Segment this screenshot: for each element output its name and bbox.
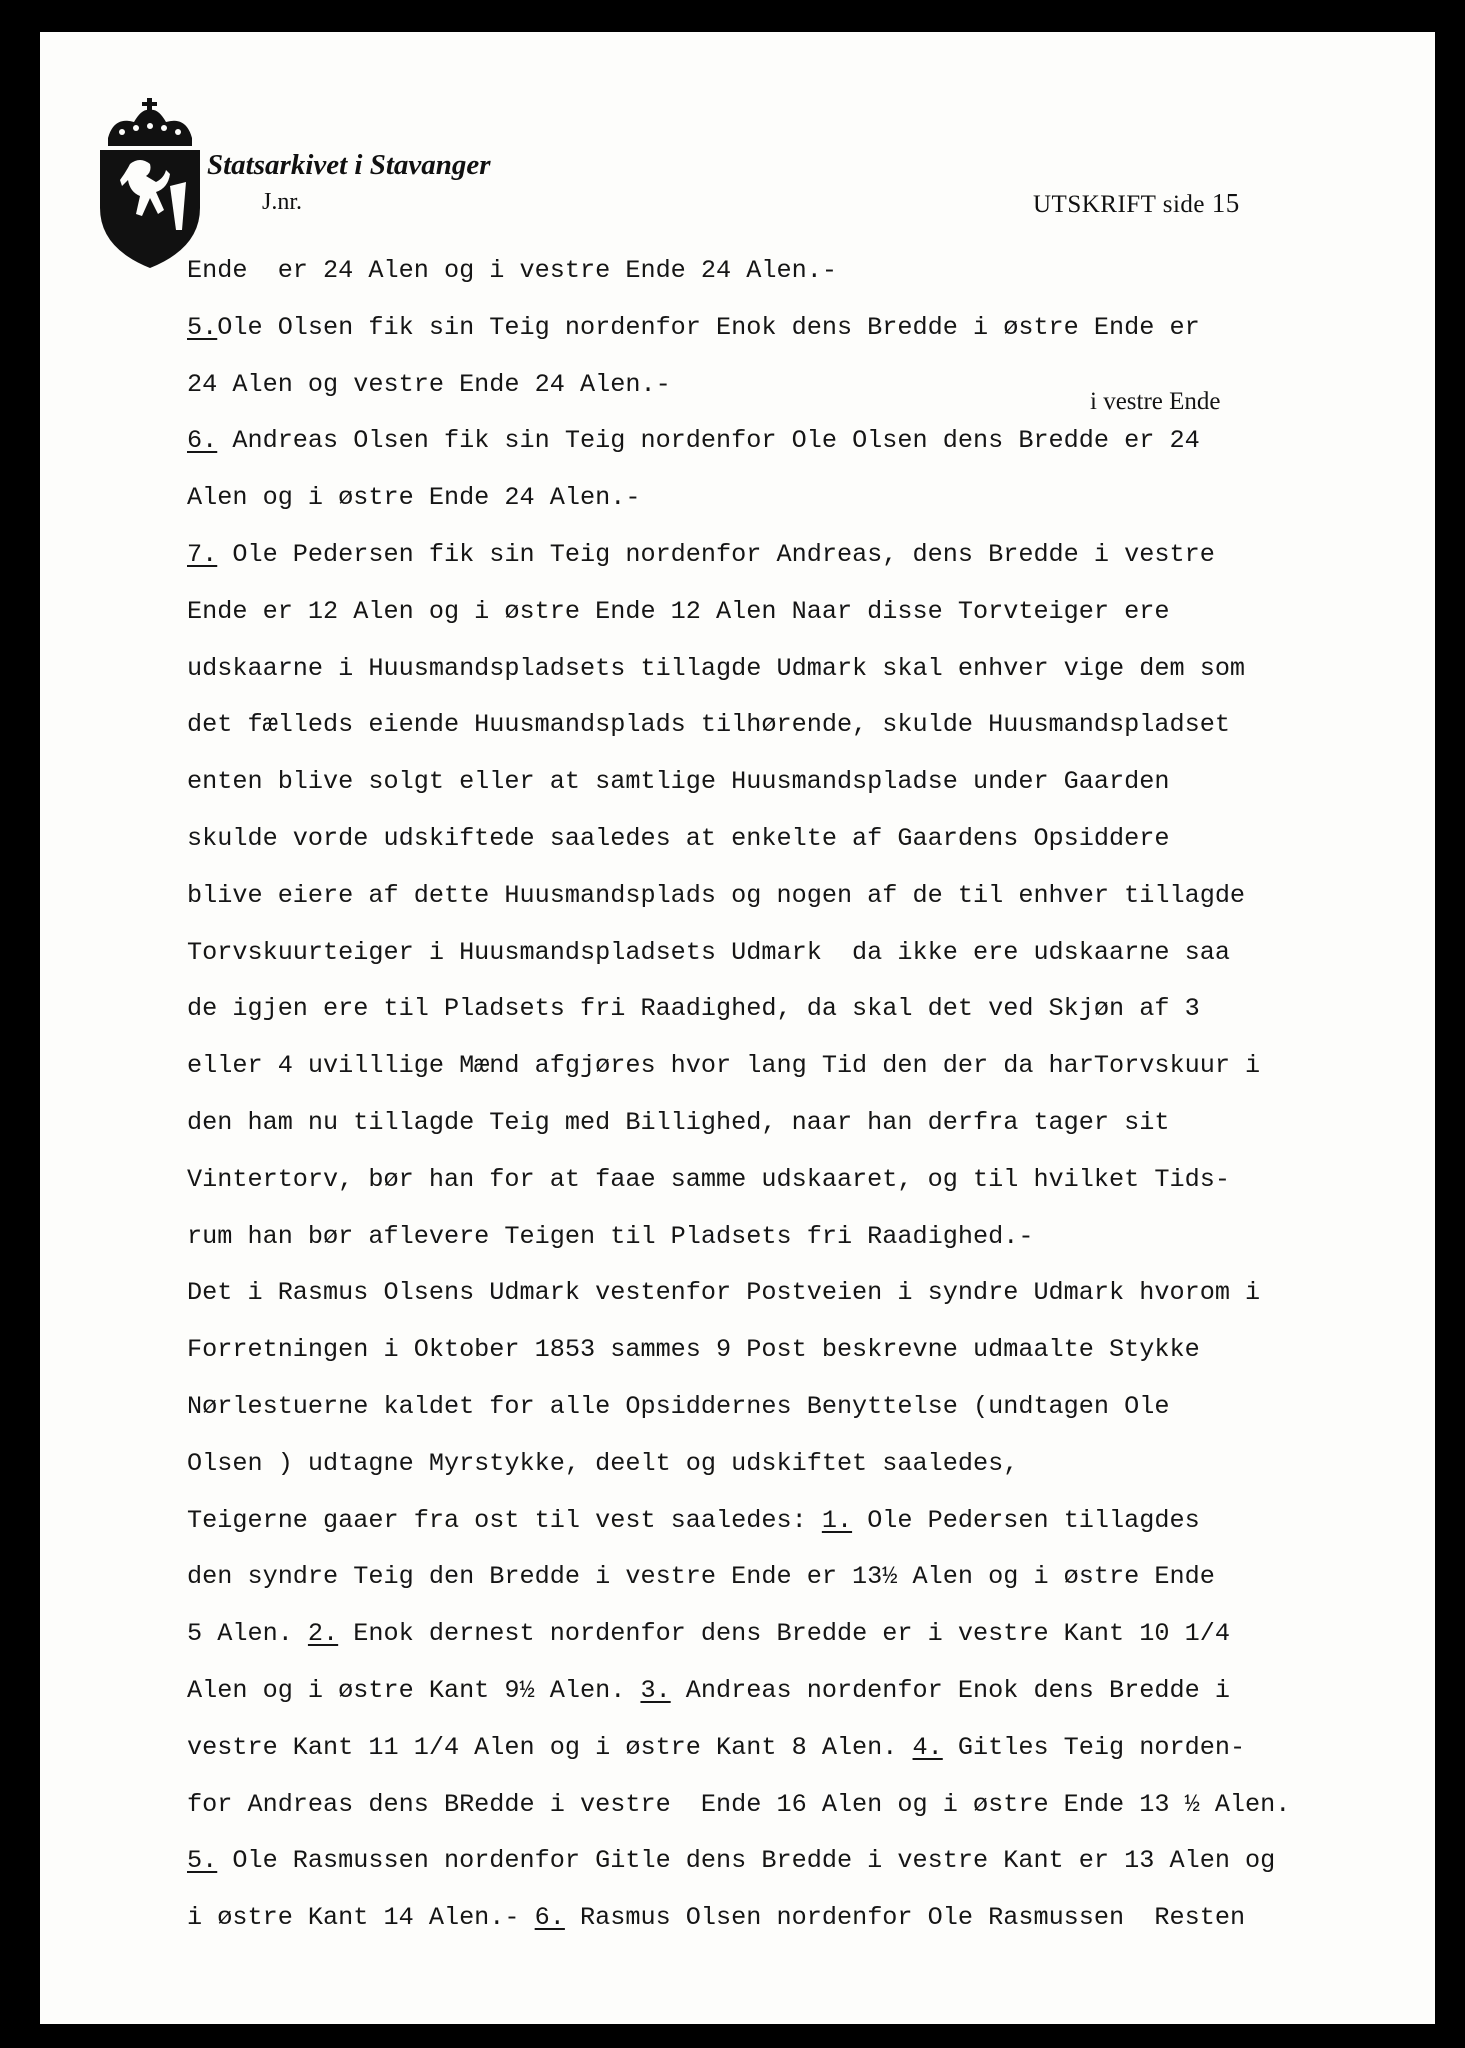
item-number: 4. bbox=[912, 1732, 943, 1762]
item-number: 5. bbox=[187, 1846, 218, 1876]
item-number: 7. bbox=[187, 539, 218, 569]
line-text: Alen og i østre Ende 24 Alen.- bbox=[187, 483, 641, 513]
item-number: 6. bbox=[187, 426, 218, 456]
line-text: Gitles Teig norden- bbox=[942, 1732, 1246, 1762]
item-number: 6. bbox=[534, 1903, 565, 1933]
archive-name: Statsarkivet i Stavanger bbox=[207, 149, 491, 181]
line-text: Olsen ) udtagne Myrstykke, deelt og udskiftet saaledes, bbox=[187, 1448, 1019, 1478]
journal-number-label: J.nr. bbox=[262, 189, 303, 215]
transcript-label: UTSKRIFT side bbox=[1033, 191, 1206, 218]
line-text: Forretningen i Oktober 1853 sammes 9 Post beskrevne udmaalte Stykke bbox=[187, 1335, 1200, 1365]
text-line bbox=[187, 1833, 1437, 1890]
text-line bbox=[187, 1720, 1437, 1777]
line-text: Ende er 12 Alen og i østre Ende 12 Alen Naar disse Torvteiger ere bbox=[187, 596, 1170, 626]
line-text: Ole Rasmussen nordenfor Gitle dens Bredde i vestre Kant er 13 Alen og bbox=[217, 1846, 1276, 1876]
text-line bbox=[187, 1379, 1437, 1436]
text-line bbox=[187, 981, 1437, 1038]
line-text: den ham nu tillagde Teig med Billighed, naar han derfra tager sit bbox=[187, 1107, 1170, 1137]
line-text: Andreas nordenfor Enok dens Bredde i bbox=[670, 1675, 1230, 1705]
line-text: eller 4 uvilllige Mænd afgjøres hvor lang Tid den der da harTorvskuur i bbox=[187, 1051, 1261, 1081]
line-text: Ole Pedersen tillagdes bbox=[852, 1505, 1200, 1535]
line-text: blive eiere af dette Huusmandsplads og nogen af de til enhver tillagde bbox=[187, 880, 1246, 910]
line-text-prefix: i østre Kant 14 Alen.- bbox=[187, 1903, 535, 1933]
line-text: Enok dernest nordenfor dens Bredde er i vestre Kant 10 1/4 bbox=[338, 1619, 1230, 1649]
text-line bbox=[187, 300, 1437, 357]
text-line bbox=[187, 243, 1437, 300]
line-text: for Andreas dens BRedde i vestre Ende 16 Alen og i østre Ende 13 ½ Alen. bbox=[187, 1789, 1291, 1819]
text-line bbox=[187, 641, 1437, 698]
line-text: udskaarne i Huusmandspladsets tillagde Udmark skal enhver vige dem som bbox=[187, 653, 1246, 683]
text-line bbox=[187, 1209, 1437, 1266]
line-text: rum han bør aflevere Teigen til Pladsets fri Raadighed.- bbox=[187, 1221, 1034, 1251]
text-line bbox=[187, 1436, 1437, 1493]
line-text: Ole Olsen fik sin Teig nordenfor Enok dens Bredde i østre Ende er bbox=[217, 312, 1200, 342]
item-number: 2. bbox=[307, 1619, 339, 1649]
text-line bbox=[187, 357, 1437, 414]
line-text: skulde vorde udskiftede saaledes at enkelte af Gaardens Opsiddere bbox=[187, 823, 1170, 853]
line-text: Det i Rasmus Olsens Udmark vestenfor Postveien i syndre Udmark hvorom i bbox=[187, 1278, 1261, 1308]
text-line bbox=[187, 1322, 1437, 1379]
transcript-body bbox=[187, 243, 1437, 1947]
text-line bbox=[187, 413, 1437, 470]
line-text: Torvskuurteiger i Huusmandspladsets Udmark da ikke ere udskaarne saa bbox=[187, 937, 1230, 967]
text-line bbox=[187, 1493, 1437, 1550]
text-line bbox=[187, 584, 1437, 641]
line-text-prefix: Alen og i østre Kant 9½ Alen. bbox=[187, 1675, 641, 1705]
text-line bbox=[187, 527, 1437, 584]
text-line bbox=[187, 868, 1437, 925]
line-text-prefix: Teigerne gaaer fra ost til vest saaledes: bbox=[187, 1505, 822, 1535]
text-line bbox=[187, 1038, 1437, 1095]
item-number: 1. bbox=[821, 1505, 853, 1535]
item-number: 5. bbox=[187, 312, 218, 342]
text-line bbox=[187, 1152, 1437, 1209]
line-text: Andreas Olsen fik sin Teig nordenfor Ole Olsen dens Bredde er 24 bbox=[217, 426, 1200, 456]
text-line bbox=[187, 925, 1437, 982]
line-text-prefix: vestre Kant 11 1/4 Alen og i østre Kant 8 Alen. bbox=[187, 1732, 913, 1762]
text-line bbox=[187, 811, 1437, 868]
line-text: Ende er 24 Alen og i vestre Ende 24 Alen.- bbox=[187, 256, 837, 285]
text-line bbox=[187, 754, 1437, 811]
handwritten-insertion: i vestre Ende bbox=[1090, 388, 1221, 415]
text-line bbox=[187, 470, 1437, 527]
line-text: det fælleds eiende Huusmandsplads tilhørende, skulde Huusmandspladset bbox=[187, 710, 1230, 740]
transcript-page-label bbox=[1033, 188, 1240, 219]
line-text: Nørlestuerne kaldet for alle Opsiddernes Benyttelse (undtagen Ole bbox=[187, 1391, 1170, 1421]
line-text: enten blive solgt eller at samtlige Huusmandspladse under Gaarden bbox=[187, 767, 1170, 797]
text-line bbox=[187, 1549, 1437, 1606]
line-text: 24 Alen og vestre Ende 24 Alen.- bbox=[187, 369, 671, 399]
line-text: de igjen ere til Pladsets fri Raadighed, da skal det ved Skjøn af 3 bbox=[187, 994, 1200, 1024]
text-line bbox=[187, 1777, 1437, 1834]
text-line bbox=[187, 1095, 1437, 1152]
line-text: Rasmus Olsen nordenfor Ole Rasmussen Resten bbox=[564, 1903, 1246, 1933]
text-line bbox=[187, 1663, 1437, 1720]
text-line bbox=[187, 1890, 1437, 1947]
line-text: den syndre Teig den Bredde i vestre Ende er 13½ Alen og i østre Ende bbox=[187, 1562, 1215, 1592]
text-line bbox=[187, 1606, 1437, 1663]
text-line bbox=[187, 697, 1437, 754]
line-text: Vintertorv, bør han for at faae samme udskaaret, og til hvilket Tids- bbox=[187, 1164, 1230, 1194]
line-text-prefix: 5 Alen. bbox=[187, 1619, 308, 1649]
item-number: 3. bbox=[640, 1675, 671, 1705]
line-text: Ole Pedersen fik sin Teig nordenfor Andreas, dens Bredde i vestre bbox=[217, 539, 1215, 569]
text-line bbox=[187, 1265, 1437, 1322]
page-number: 15 bbox=[1211, 188, 1240, 218]
